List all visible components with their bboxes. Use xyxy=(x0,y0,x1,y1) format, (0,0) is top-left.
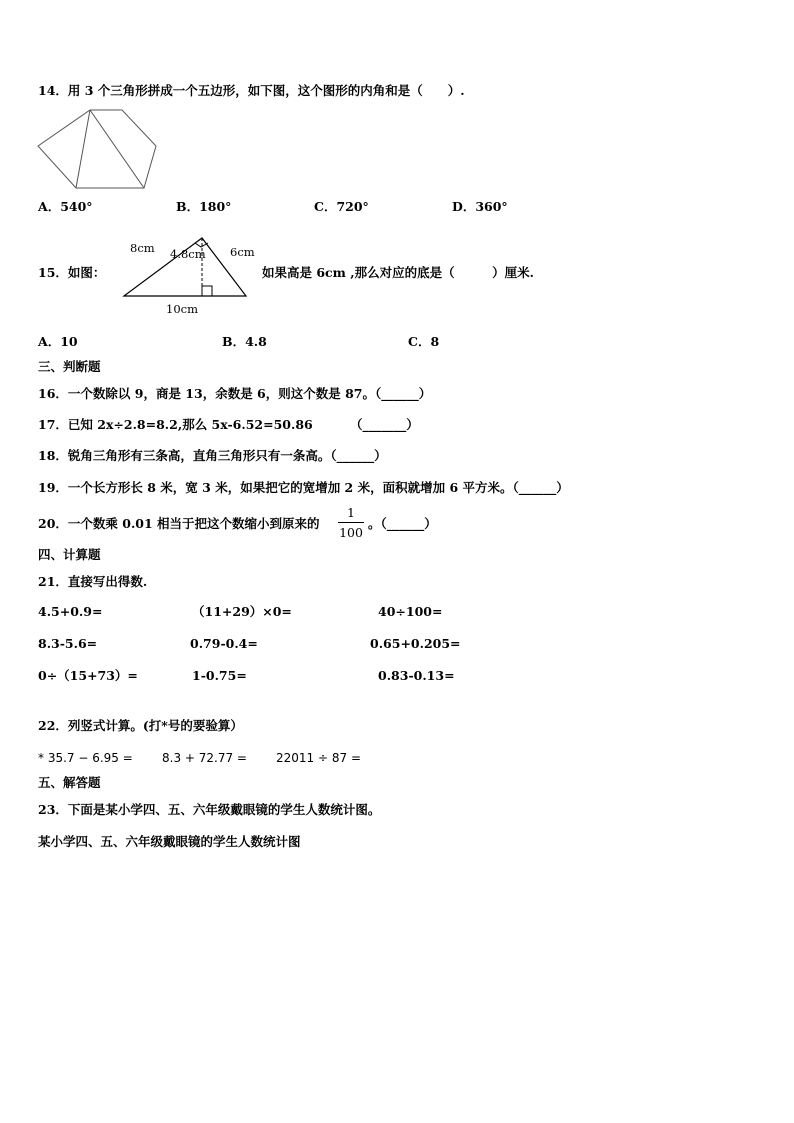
q14-option-d: D．360° xyxy=(452,199,508,214)
section-3-heading: 三、判断题 xyxy=(38,359,101,374)
label-right-side: 6cm xyxy=(230,245,255,259)
calc-r3-c2: 1-0.75= xyxy=(192,668,247,683)
q18-text: 18．锐角三角形有三条高，直角三角形只有一条高。（______） xyxy=(38,448,387,463)
q22-item-2: 8.3 + 72.77 = xyxy=(162,751,247,765)
q14-option-b: B．180° xyxy=(176,199,232,214)
chart-caption: 某小学四、五、六年级戴眼镜的学生人数统计图 xyxy=(38,834,301,849)
fraction-numerator: 1 xyxy=(347,505,355,520)
q14-option-a: A．540° xyxy=(38,199,93,214)
calc-r1-c2: （11+29）×0= xyxy=(192,604,292,619)
q17-blank: （_______） xyxy=(350,417,419,432)
q15-option-b: B．4.8 xyxy=(222,334,267,349)
q15-option-c: C．8 xyxy=(408,334,440,349)
q14-text: 14．用 3 个三角形拼成一个五边形，如下图，这个图形的内角和是（ ）. xyxy=(38,83,465,98)
q20-tail: 。（______） xyxy=(368,516,437,531)
calc-r3-c3: 0.83-0.13= xyxy=(378,668,455,683)
q19-text: 19．一个长方形长 8 米，宽 3 米，如果把它的宽增加 2 米，面积就增加 6 平方米。（______） xyxy=(38,480,569,495)
calc-r1-c3: 40÷100= xyxy=(378,604,443,619)
q15-prefix: 15．如图： xyxy=(38,265,106,280)
q20-text: 20．一个数乘 0.01 相当于把这个数缩小到原来的 xyxy=(38,516,320,531)
q22-title: 22．列竖式计算。(打*号的要验算） xyxy=(38,718,243,733)
label-left-side: 8cm xyxy=(130,241,155,255)
fraction-one-hundredth xyxy=(338,505,364,540)
triangle-figure xyxy=(110,232,260,320)
section-4-heading: 四、计算题 xyxy=(38,547,101,562)
q15-suffix: 如果高是 6cm ,那么对应的底是（ ）厘米. xyxy=(262,265,534,280)
label-base: 10cm xyxy=(166,302,198,316)
pentagon-figure xyxy=(36,106,160,190)
calc-r2-c2: 0.79-0.4= xyxy=(190,636,258,651)
q22-item-3: 22011 ÷ 87 = xyxy=(276,751,361,765)
q14-option-c: C．720° xyxy=(314,199,369,214)
calc-r2-c1: 8.3-5.6= xyxy=(38,636,98,651)
calc-r3-c1: 0÷（15+73）= xyxy=(38,668,138,683)
q15-option-a: A．10 xyxy=(38,334,78,349)
q17-text: 17．已知 2x÷2.8=8.2,那么 5x-6.52=50.86 xyxy=(38,417,313,432)
fraction-denominator: 100 xyxy=(339,525,363,540)
q22-item-1: * 35.7 − 6.95 = xyxy=(38,751,133,765)
calc-r2-c3: 0.65+0.205= xyxy=(370,636,461,651)
q16-text: 16．一个数除以 9，商是 13，余数是 6，则这个数是 87。（______） xyxy=(38,386,432,401)
q23-text: 23．下面是某小学四、五、六年级戴眼镜的学生人数统计图。 xyxy=(38,802,381,817)
q21-title: 21．直接写出得数. xyxy=(38,574,148,589)
label-height: 4.8cm xyxy=(170,247,206,261)
calc-r1-c1: 4.5+0.9= xyxy=(38,604,103,619)
section-5-heading: 五、解答题 xyxy=(38,775,101,790)
